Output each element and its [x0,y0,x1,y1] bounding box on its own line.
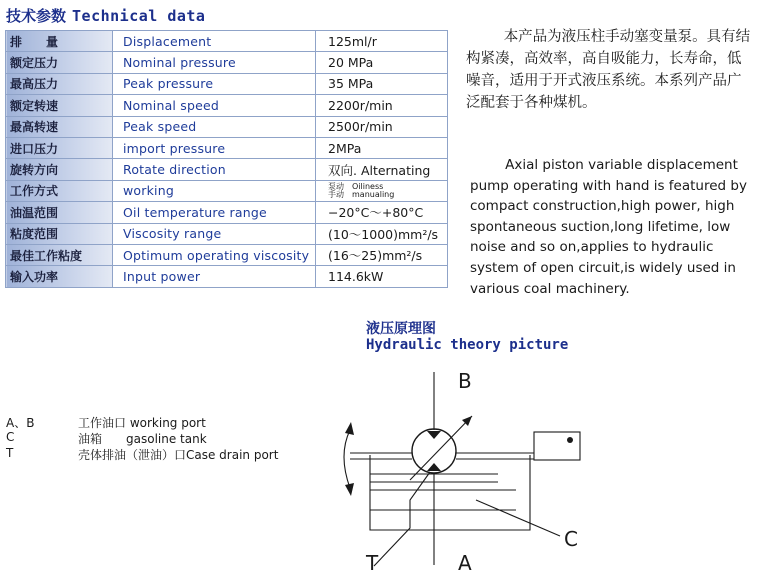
row-value: 125ml/r [316,31,448,52]
legend-value: 油箱 gasoline tank [78,432,207,446]
row-value: 114.6kW [316,266,448,287]
row-label-cn: 进口压力 [6,137,113,158]
table-row [6,266,448,287]
description-cn: 本产品为液压柱手动塞变量泵。具有结构紧凑，高效率，高自吸能力，长寿命，低噪音，适用于开式液压系统。本系列产品广泛配套于各种煤机。 [466,29,751,111]
row-label-en: Peak pressure [113,73,316,94]
hydraulic-diagram [330,360,620,572]
technical-data-title-en: Technical data [72,7,206,25]
row-value: 2500r/min [316,116,448,137]
row-value: 2MPa [316,137,448,158]
row-value: (16～25)mm²/s [316,244,448,265]
table-row [6,116,448,137]
technical-data-title [6,5,205,26]
variable-arrow-icon [410,416,472,480]
legend-value: 壳体排油（泄油）口Case drain port [78,448,279,462]
hydraulic-title-cn: 液压原理图 [366,321,436,337]
table-row [6,31,448,52]
row-label-en: Optimum operating viscosity [113,244,316,265]
table-row [6,180,448,201]
table-row [6,137,448,158]
table-row [6,95,448,116]
row-label-cn: 额定压力 [6,52,113,73]
table-row [6,73,448,94]
row-label-cn: 输入功率 [6,266,113,287]
row-label-en: Nominal pressure [113,52,316,73]
tank-leader-line [476,500,560,536]
working-mode-line-1: 泵动 Oiliness [328,182,384,192]
row-label-en: Nominal speed [113,95,316,116]
row-value: 双向. Alternating [316,159,448,180]
table-row [6,223,448,244]
row-value: −20°C～+80°C [316,202,448,223]
row-label-cn: 最高转速 [6,116,113,137]
row-label-cn: 排 量 [6,31,113,52]
legend-item [6,414,326,430]
row-value: 2200r/min [316,95,448,116]
legend-key: T [6,446,14,460]
rotation-arrow-icon [344,430,350,488]
control-box [534,432,580,460]
table-row [6,52,448,73]
row-label-en: import pressure [113,137,316,158]
case-drain-line [374,472,430,566]
row-value [316,180,448,201]
legend-key: A、B [6,416,35,430]
working-mode-line-2: 手动 manualing [328,190,395,200]
row-label-en: Oil temperature range [113,202,316,223]
row-label-en: Rotate direction [113,159,316,180]
row-label-cn: 旋转方向 [6,159,113,180]
technical-data-title-cn: 技术参数 [6,7,67,25]
row-value: (10～1000)mm²/s [316,223,448,244]
technical-data-table [5,30,448,288]
legend-item [6,446,326,462]
row-label-en: Displacement [113,31,316,52]
port-legend [6,414,326,462]
row-label-cn: 油温范围 [6,202,113,223]
hydraulic-title-en: Hydraulic theory picture [366,337,569,353]
row-label-cn: 粘度范围 [6,223,113,244]
row-label-cn: 工作方式 [6,180,113,201]
port-label-b: B [458,369,472,393]
table-row [6,159,448,180]
port-label-c: C [564,527,578,551]
row-label-cn: 额定转速 [6,95,113,116]
legend-item [6,430,326,446]
row-label-en: working [113,180,316,201]
row-label-en: Peak speed [113,116,316,137]
port-label-a: A [458,551,472,572]
row-label-en: Input power [113,266,316,287]
row-label-en: Viscosity range [113,223,316,244]
row-label-cn: 最高压力 [6,73,113,94]
port-label-t: T [366,551,379,572]
row-value: 20 MPa [316,52,448,73]
description-en: Axial piston variable displacement pump operating with hand is featured by compact construction,high power, high spontaneous suction,long lifetime, low noise and so on,applies to hydraulic system of open circuit,is widely used in various coal machinery. [470,157,747,297]
row-label-cn: 最佳工作粘度 [6,244,113,265]
table-row [6,202,448,223]
legend-value: 工作油口 working port [78,416,206,430]
row-value: 35 MPa [316,73,448,94]
legend-key: C [6,430,15,444]
table-row [6,244,448,265]
